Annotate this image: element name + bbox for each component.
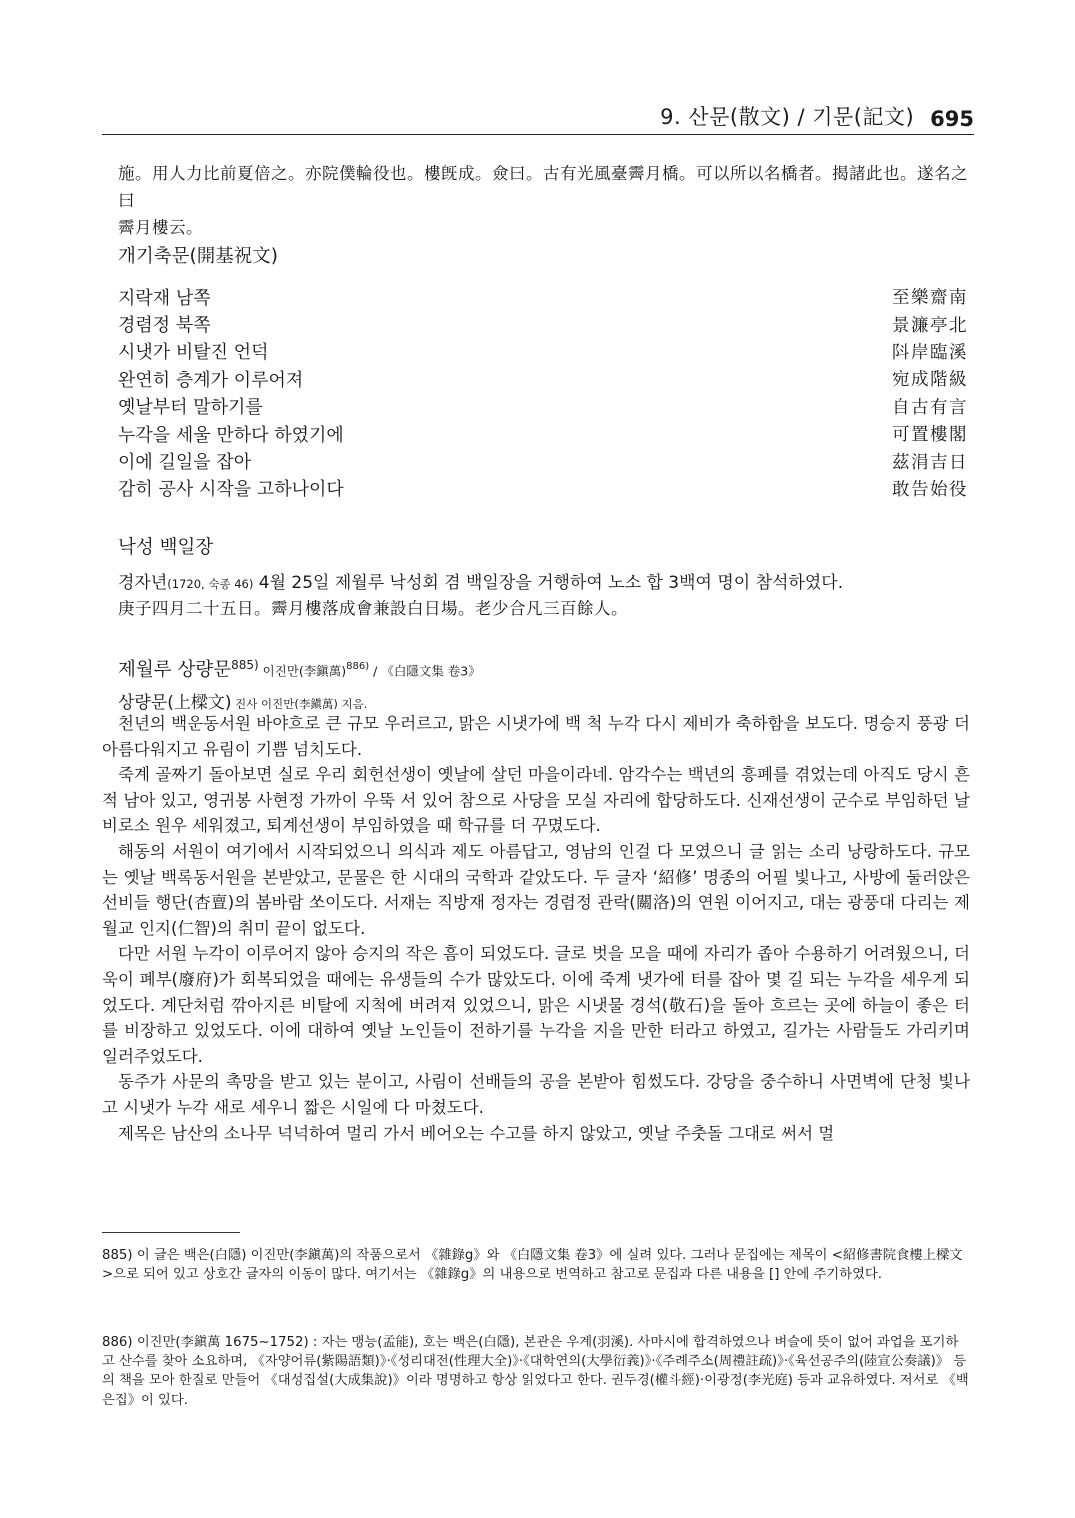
poem-row xyxy=(118,338,968,365)
poem-korean: 시냇가 비탈진 언덕 xyxy=(118,342,269,364)
poem-korean: 누각을 세울 만하다 하였기에 xyxy=(118,424,344,446)
poem-row xyxy=(118,447,968,474)
author-name: 이진만(李鎭萬) xyxy=(258,663,347,679)
baegiljang-text xyxy=(118,570,968,622)
sangnyangmun-heading xyxy=(118,652,968,681)
page-number: 695 xyxy=(930,107,974,131)
footnote-ref: 885) xyxy=(231,658,259,672)
poem-row xyxy=(118,310,968,337)
section-title-baegiljang: 낙성 백일장 xyxy=(118,537,214,558)
poem-hanja: 敢告始役 xyxy=(892,479,968,500)
footnote-885 xyxy=(102,1246,970,1284)
footnote-number: 885) xyxy=(102,1248,133,1263)
date-note: (1720, 숙종 46) xyxy=(167,577,254,591)
prayer-text xyxy=(118,283,968,502)
poem-hanja: 茲涓吉日 xyxy=(892,452,968,473)
poem-row xyxy=(118,475,968,502)
poem-hanja: 可置樓閣 xyxy=(892,425,968,446)
poem-hanja: 自古有言 xyxy=(892,397,968,418)
body-paragraph: 동주가 사문의 촉망을 받고 있는 분이고, 사림이 선배들의 공을 본받아 힘썼도다. 강당을 중수하니 사면벽에 단청 빛나고 시냇가 누각 새로 세우니 짧은 시일에 다 마쳤도다. xyxy=(102,1072,970,1117)
intro-hanja-line: 霽月樓云。 xyxy=(118,218,203,237)
poem-korean: 지락재 남쪽 xyxy=(118,287,211,309)
body-paragraph: 천년의 백운동서원 바야흐로 큰 규모 우러르고, 맑은 시냇가에 백 척 누각 다시 제비가 축하함을 보도다. 명승지 풍광 더 아름다워지고 유림이 기쁨 넘치도다. xyxy=(102,714,970,759)
source-ref: / 《白隱文集 卷3》 xyxy=(369,663,481,679)
footnote-divider xyxy=(102,1232,240,1233)
subtitle-note: 진사 이진만(李鎭萬) 지음. xyxy=(231,697,368,711)
footnote-text: 이진만(李鎭萬 1675~1752) : 자는 맹능(孟能), 호는 백은(白隱), 본관은 우계(羽溪). 사마시에 합격하였으나 벼슬에 뜻이 없어 과업을 포기하고 산수를 찾아 소요하며, 《자양어류(紫陽語類)》·《성리대전(性理大全)》·《대학연의(大學衍義)》·《주례주소(周禮註疏)》·《육선공주의(陸宣公奏議)》 등의 책을 모아 한질로 만들어 《대성집설(大成集說)》이라 명명하고 항상 읽었다고 한다. 권두경(權斗經)·이광정(李光庭) 등과 교유하였다. 저서로 《백은집》이 있다. xyxy=(102,1335,969,1408)
poem-row xyxy=(118,393,968,420)
poem-korean: 이에 길일을 잡아 xyxy=(118,452,252,474)
poem-row xyxy=(118,365,968,392)
intro-hanja-text xyxy=(118,160,978,241)
body-paragraph: 제목은 남산의 소나무 넉넉하여 멀리 가서 베어오는 수고를 하지 않았고, 옛날 주춧돌 그대로 써서 멀 xyxy=(118,1123,835,1143)
poem-row xyxy=(118,420,968,447)
footnote-number: 886) xyxy=(102,1335,133,1350)
page-header xyxy=(102,100,974,135)
sangnyangmun-title-line xyxy=(118,652,968,681)
baegiljang-korean-line xyxy=(118,570,968,596)
poem-hanja: 宛成階級 xyxy=(892,370,968,391)
footnote-ref: 886) xyxy=(346,661,370,672)
section-title-sangnyangmun: 제월루 상량문 xyxy=(118,659,232,681)
baegiljang-hanja-line: 庚子四月二十五日。霽月樓落成會兼設白日場。老少合凡三百餘人。 xyxy=(118,599,628,618)
intro-hanja-line: 施。用人力比前夏倍之。亦院僕輪役也。樓旣成。僉曰。古有光風臺霽月橋。可以所以名橋者。揭諸此也。遂名之曰 xyxy=(118,164,968,210)
footnote-text: 이 글은 백은(白隱) 이진만(李鎭萬)의 작품으로서 《雜錄g》와 《白隱文集 卷3》에 실려 있다. 그러나 문집에는 제목이 <紹修書院食樓上樑文>으로 되어 있고 상호간 글자의 이동이 많다. 여기서는 《雜錄g》의 내용으로 번역하고 참고로 문집과 다른 내용을 [] 안에 주기하였다. xyxy=(102,1248,963,1283)
poem-hanja: 景濂亭北 xyxy=(892,315,968,336)
poem-row xyxy=(118,283,968,310)
footnote-886 xyxy=(102,1333,970,1410)
poem-korean: 감히 공사 시작을 고하나이다 xyxy=(118,479,344,501)
body-paragraphs xyxy=(102,711,970,1146)
text-run: 경자년 xyxy=(118,573,168,593)
body-paragraph: 해동의 서원이 여기에서 시작되었으니 의식과 제도 아름답고, 영남의 인걸 다 모였으니 글 읽는 소리 낭랑하도다. 규모는 옛날 백록동서원을 본받았고, 문물은 한 시대의 국학과 같았도다. 두 글자 ‘紹修’ 명종의 어필 빛나고, 사방에 둘러앉은 선비들 행단(杏亶)의 봄바람 쏘이도다. 서재는 직방재 정자는 경렴정 관락(關洛)의 연원 이어지고, 대는 광풍대 다리는 제월교 인지(仁智)의 취미 끝이 없도다. xyxy=(102,841,970,938)
body-paragraph: 다만 서원 누각이 이루어지 않아 승지의 작은 흠이 되었도다. 글로 벗을 모을 때에 자리가 좁아 수용하기 어려웠으니, 더욱이 폐부(廢府)가 회복되었을 때에는 유생들의 수가 많았도다. 이에 죽계 냇가에 터를 잡아 몇 길 되는 누각을 세우게 되었도다. 계단처럼 깎아지른 비탈에 지척에 버려져 있었으니, 맑은 시냇물 경석(敬石)을 돌아 흐르는 곳에 하늘이 좋은 터를 비장하고 있었도다. 이에 대하여 옛날 노인들이 전하기를 누각을 지을 만한 터라고 하였고, 길가는 사람들도 가리키며 일러주었도다. xyxy=(102,944,970,1066)
poem-hanja: 阧岸臨溪 xyxy=(892,342,968,363)
section-title-kaegi: 개기축문(開基祝文) xyxy=(118,246,278,267)
poem-hanja: 至樂齋南 xyxy=(892,288,968,309)
poem-korean: 옛날부터 말하기를 xyxy=(118,397,263,419)
body-paragraph: 죽계 골짜기 돌아보면 실로 우리 회헌선생이 옛날에 살던 마을이라네. 암각수는 백년의 흥폐를 겪었는데 아직도 당시 흔적 남아 있고, 영귀봉 사현정 가까이 우뚝 서 있어 참으로 사당을 모실 자리에 합당하도다. 신재선생이 군수로 부임하던 날 비로소 원우 세워졌고, 퇴계선생이 부임하였을 때 학규를 더 꾸몄도다. xyxy=(102,765,970,836)
running-title: 9. 산문(散文) / 기문(記文) xyxy=(660,105,915,129)
text-run: 4월 25일 제월루 낙성회 겸 백일장을 거행하여 노소 합 3백여 명이 참석하였다. xyxy=(253,573,844,593)
subtitle-text: 상량문(上樑文) xyxy=(118,693,232,713)
poem-korean: 경렴정 북쪽 xyxy=(118,315,211,337)
poem-korean: 완연히 층계가 이루어져 xyxy=(118,369,304,391)
